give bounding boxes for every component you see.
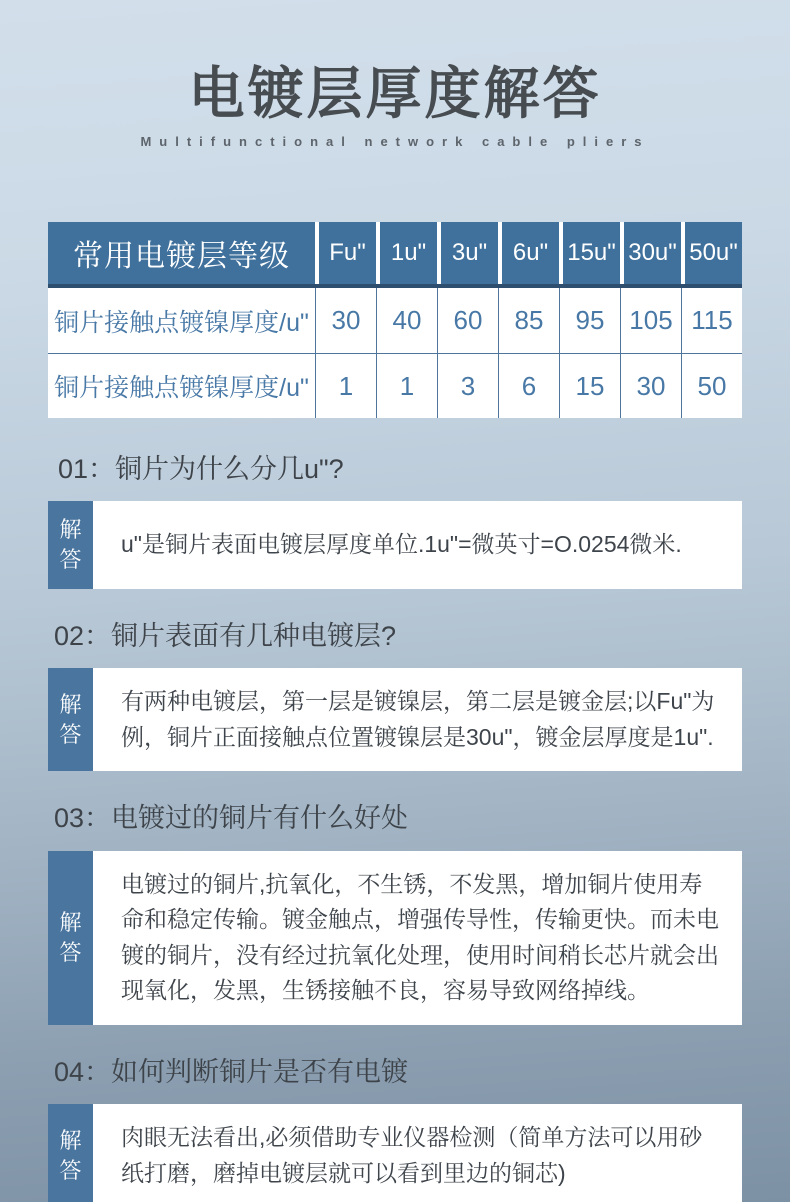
table-cell: 40 [376, 288, 437, 353]
table-header-cell: Fu" [315, 222, 376, 284]
table-body [48, 288, 742, 418]
table-cell: 115 [681, 288, 742, 353]
table-header-row [48, 222, 742, 288]
answer-text: 电镀过的铜片,抗氧化，不生锈，不发黑，增加铜片使用寿命和稳定传输。镀金触点，增强传导性，传输更快。而未电镀的铜片，没有经过抗氧化处理，使用时间稍长芯片就会出现氧化，发黑，生锈接触不良，容易导致网络掉线。 [121, 870, 719, 1004]
page-subtitle: Multifunctional network cable pliers [140, 134, 650, 150]
question-text: 04：如何判断铜片是否有电镀 [54, 1057, 409, 1088]
answer-label-badge [48, 851, 93, 1026]
answer-text: 有两种电镀层，第一层是镀镍层，第二层是镀金层;以Fu"为例，铜片正面接触点位置镀镍层是30u"，镀金层厚度是1u". [121, 688, 715, 750]
answer-label-badge [48, 668, 93, 771]
table-cell: 30 [620, 353, 681, 418]
answer-body [93, 668, 742, 771]
table-cell: 50 [681, 353, 742, 418]
table-row [48, 353, 742, 418]
table-cell: 1 [376, 353, 437, 418]
table-header-cell: 15u" [559, 222, 620, 284]
answer-box [48, 1104, 742, 1202]
table-row [48, 288, 742, 353]
table-row-label: 铜片接触点镀镍厚度/u" [48, 353, 315, 418]
answer-label-text: 解答 [59, 1128, 82, 1183]
answer-text: u"是铜片表面电镀层厚度单位.1u"=微英寸=O.0254微米. [121, 531, 682, 558]
qa-block-02 [48, 619, 742, 771]
table-cell: 1 [315, 353, 376, 418]
qa-block-04 [48, 1055, 742, 1202]
page-title: 电镀层厚度解答 [188, 62, 602, 125]
answer-box [48, 668, 742, 771]
table-cell: 15 [559, 353, 620, 418]
table-cell: 3 [437, 353, 498, 418]
answer-label-badge [48, 1104, 93, 1202]
table-header-cell: 6u" [498, 222, 559, 284]
table-cell: 30 [315, 288, 376, 353]
answer-box [48, 851, 742, 1026]
qa-block-01 [48, 452, 742, 589]
answer-body [93, 501, 742, 589]
table-header-cell: 50u" [681, 222, 742, 284]
page-header [0, 0, 790, 149]
answer-text: 肉眼无法看出,必须借助专业仪器检测（简单方法可以用砂纸打磨，磨掉电镀层就可以看到里边的铜芯) [121, 1124, 703, 1186]
table-header-cell: 30u" [620, 222, 681, 284]
table-row-label: 铜片接触点镀镍厚度/u" [48, 288, 315, 353]
qa-block-03 [48, 801, 742, 1025]
answer-body [93, 1104, 742, 1202]
answer-label-text: 解答 [59, 692, 82, 747]
question-text: 02：铜片表面有几种电镀层? [54, 621, 397, 652]
table-header-cell: 3u" [437, 222, 498, 284]
table-cell: 95 [559, 288, 620, 353]
table-cell: 6 [498, 353, 559, 418]
table-cell: 105 [620, 288, 681, 353]
table-cell: 60 [437, 288, 498, 353]
answer-label-badge [48, 501, 93, 589]
question-text: 03：电镀过的铜片有什么好处 [54, 803, 409, 834]
answer-box [48, 501, 742, 589]
answer-label-text: 解答 [59, 517, 82, 573]
answer-body [93, 851, 742, 1026]
question-text: 01：铜片为什么分几u"? [58, 454, 344, 484]
answer-label-text: 解答 [59, 910, 82, 965]
table-header-cell: 1u" [376, 222, 437, 284]
table-header-cell: 常用电镀层等级 [48, 222, 315, 284]
table-cell: 85 [498, 288, 559, 353]
plating-grade-table [48, 222, 742, 418]
qa-section [48, 452, 742, 1202]
